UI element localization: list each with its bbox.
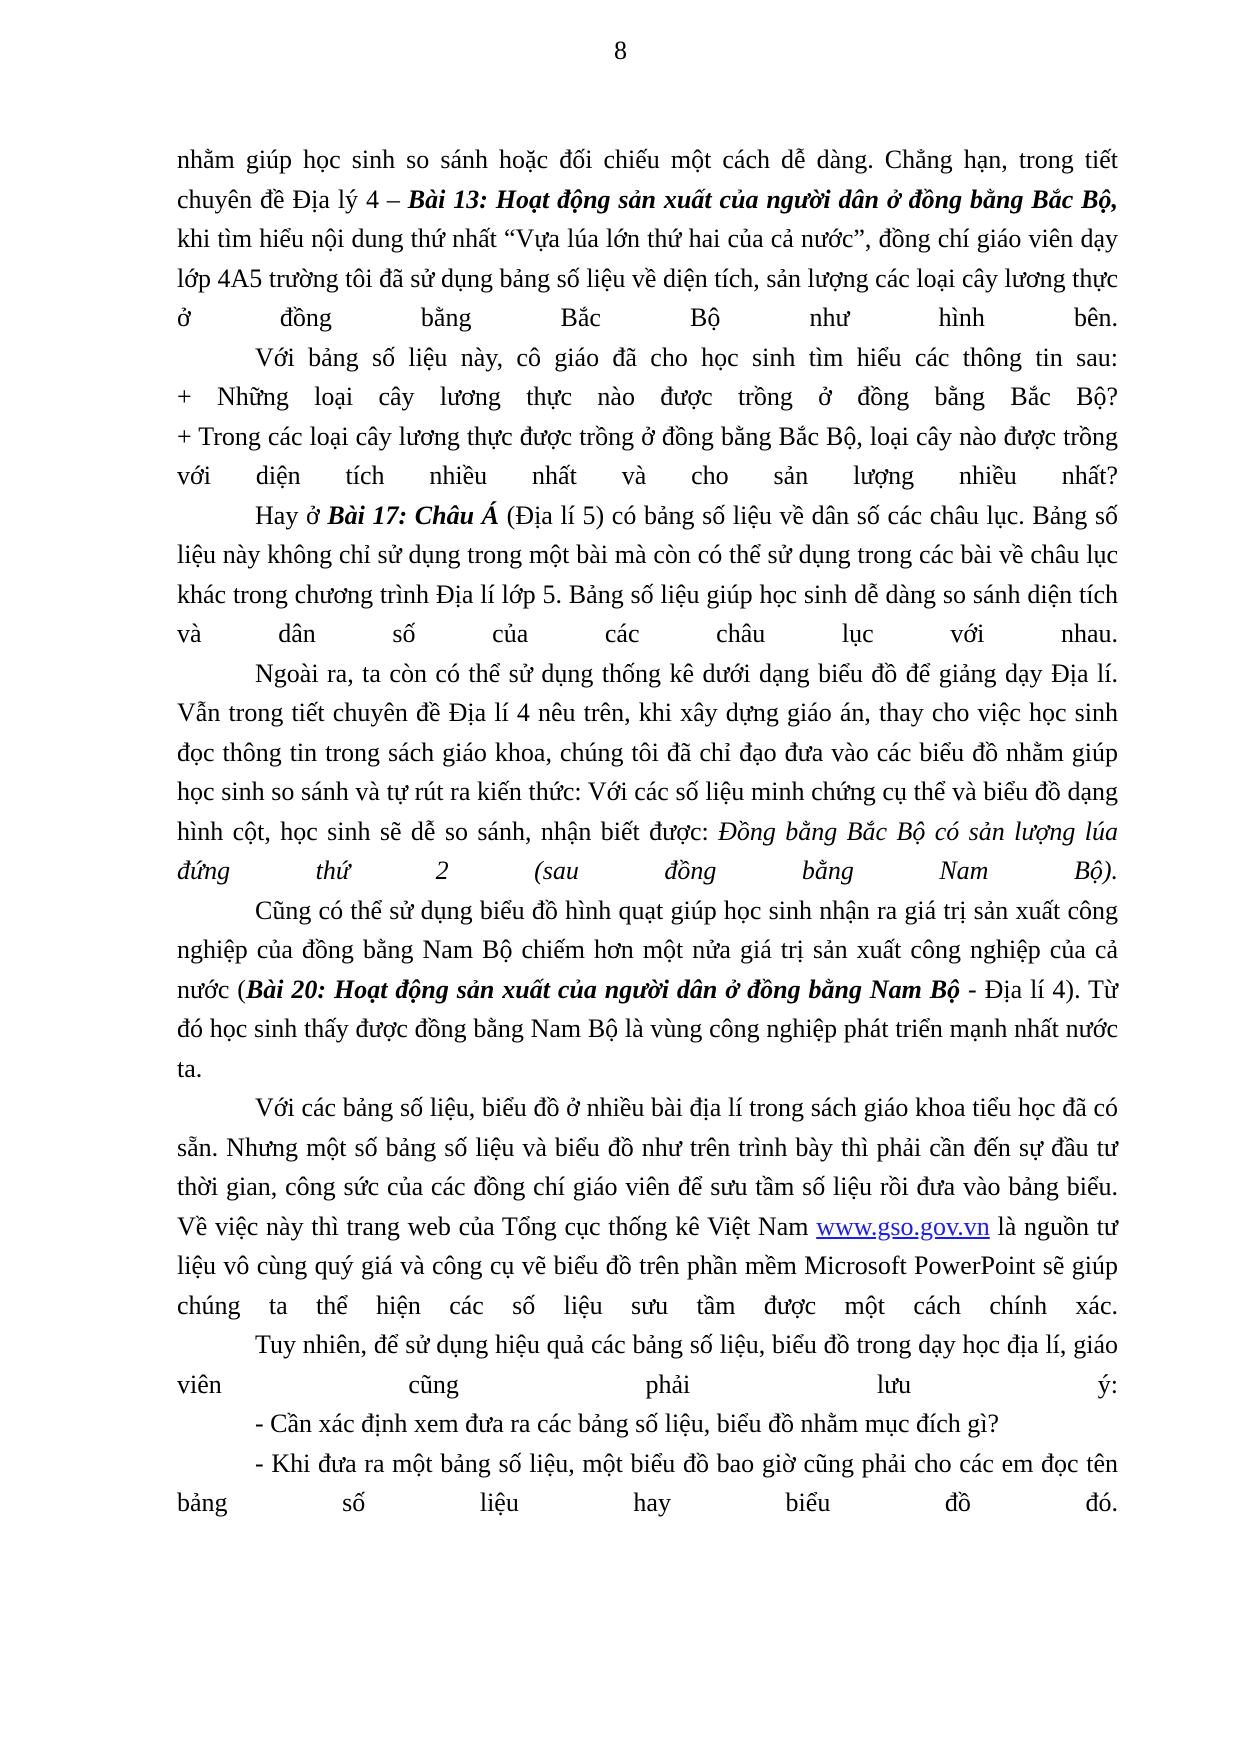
paragraph-8 — [177, 1088, 1118, 1325]
lesson-13-title: Bài 13: Hoạt động sản xuất của người dân ở đồng bằng Bắc Bộ, — [407, 184, 1118, 214]
note-1: - Cần xác định xem đưa ra các bảng số liệu, biểu đồ nhằm mục đích gì? — [255, 1409, 1000, 1438]
paragraph-1 — [177, 140, 1118, 338]
question-2: + Trong các loại cây lương thực được trồng ở đồng bằng Bắc Bộ, loại cây nào được trồng với diện tích nhiều nhất và cho sản lượng nhiều nhất? — [177, 421, 1118, 490]
paragraph-1-text-c: khi tìm hiểu nội dung thứ nhất “Vựa lúa lớn thứ hai của cả nước”, đồng chí giáo viên dạy lớp 4A5 trường tôi đã sử dụng bảng số liệu về diện tích, sản lượng các loại cây lương thực ở đồng bằng Bắc Bộ như hình bên. — [177, 224, 1118, 332]
paragraph-6-text-a: Ngoài ra, ta còn có thể sử dụng thống kê dưới dạng biểu đồ để giảng dạy Địa lí. Vẫn trong tiết chuyên đề Địa lí 4 nêu trên, khi xây dựng giáo án, thay cho việc học sinh đọc thông tin trong sách giáo khoa, chúng tôi đã chỉ đạo đưa vào các biểu đồ nhằm giúp học sinh so sánh và tự rút ra kiến thức: Với các số liệu minh chứng cụ thể và biểu đồ dạng hình cột, học sinh sẽ dễ so sánh, nhận biết được: — [177, 658, 1118, 846]
note-2: - Khi đưa ra một bảng số liệu, một biểu đồ bao giờ cũng phải cho các em đọc tên bảng số liệu hay biểu đồ đó. — [177, 1448, 1118, 1517]
paragraph-5 — [177, 496, 1118, 654]
gso-link[interactable]: www.gso.gov.vn — [816, 1211, 990, 1241]
conclusion-italic: Đồng bằng Bắc Bộ có sản lượng lúa đứng thứ 2 (sau đồng bằng Nam Bộ). — [177, 816, 1118, 885]
paragraph-9: Tuy nhiên, để sử dụng hiệu quả các bảng số liệu, biểu đồ trong dạy học địa lí, giáo viên cũng phải lưu ý: — [177, 1330, 1118, 1399]
document-body — [177, 140, 1118, 1523]
paragraph-1-text-a: nhằm giúp học sinh so sánh hoặc đối chiếu một cách dễ dàng. Chẳng hạn, trong tiết chuyên đề Địa lý 4 – — [177, 145, 1118, 214]
paragraph-8-text-c: là nguồn tư liệu vô cùng quý giá và công cụ vẽ biểu đồ trên phần mềm Microsoft PowerPoint sẽ giúp chúng ta thể hiện các số liệu sưu tầm được một cách chính xác. — [177, 1211, 1118, 1320]
page-number: 8 — [614, 36, 627, 65]
paragraph-2: Với bảng số liệu này, cô giáo đã cho học sinh tìm hiểu các thông tin sau: — [255, 342, 1118, 372]
question-1: + Những loại cây lương thực nào được trồng ở đồng bằng Bắc Bộ? — [177, 382, 1118, 411]
paragraph-7 — [177, 891, 1118, 1089]
paragraph-7-text-a: Cũng có thể sử dụng biểu đồ hình quạt giúp học sinh nhận ra giá trị sản xuất công nghiệp của đồng bằng Nam Bộ chiếm hơn một nửa giá trị sản xuất công nghiệp của cả nước ( — [177, 895, 1118, 1004]
paragraph-6 — [177, 654, 1118, 891]
paragraph-5-text-a: Hay ở — [255, 500, 328, 530]
paragraph-8-text-a: Với các bảng số liệu, biểu đồ ở nhiều bài địa lí trong sách giáo khoa tiểu học đã có sẵn. Nhưng một số bảng số liệu và biểu đồ như trên trình bày thì phải cần đến sự đầu tư thời gian, công sức của các đồng chí giáo viên để sưu tầm số liệu rồi đưa vào bảng biểu. Về việc này thì trang web của Tổng cục thống kê Việt Nam — [177, 1093, 1118, 1241]
paragraph-7-text-c: - Địa lí 4). Từ đó học sinh thấy được đồng bằng Nam Bộ là vùng công nghiệp phát triển mạnh nhất nước ta. — [177, 974, 1119, 1083]
paragraph-5-text-c: (Địa lí 5) có bảng số liệu về dân số các châu lục. Bảng số liệu này không chỉ sử dụng trong một bài mà còn có thể sử dụng trong các bài về châu lục khác trong chương trình Địa lí lớp 5. Bảng số liệu giúp học sinh dễ dàng so sánh diện tích và dân số của các châu lục với nhau. — [177, 500, 1118, 648]
lesson-17-title: Bài 17: Châu Á — [327, 500, 500, 530]
lesson-20-title: Bài 20: Hoạt động sản xuất của người dân ở đồng bằng Nam Bộ — [245, 974, 961, 1004]
